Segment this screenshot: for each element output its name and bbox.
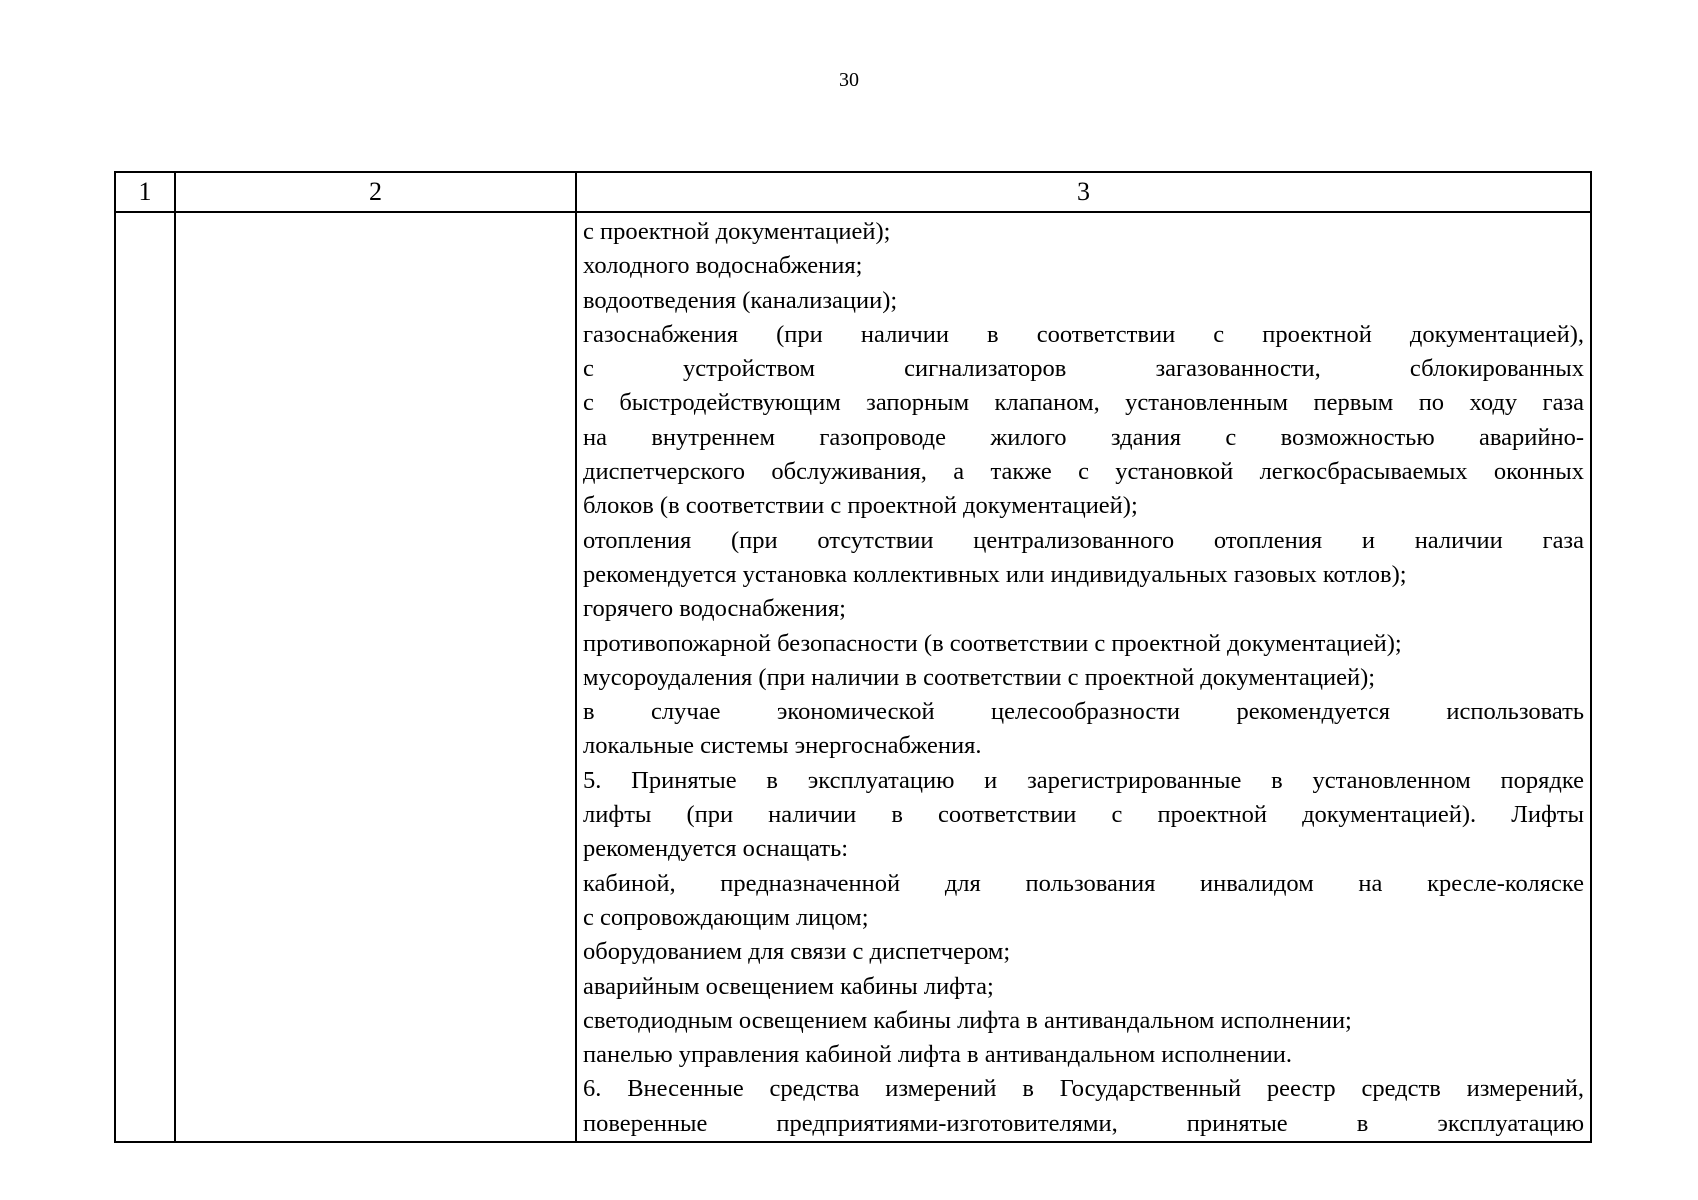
text-line: рекомендуется установка коллективных или индивидуальных газовых котлов); [583, 560, 1407, 588]
text-line: локальные системы энергоснабжения. [583, 732, 982, 760]
text-line: панелью управления кабиной лифта в антивандальном исполнении. [583, 1041, 1292, 1069]
text-line: с устройством сигнализаторов загазованности, сблокированных [583, 355, 1584, 383]
col-3-text-block [577, 213, 1590, 1141]
text-line: отопления (при отсутствии централизованного отопления и наличии газа [583, 526, 1584, 554]
text-line: светодиодным освещением кабины лифта в антивандальном исполнении; [583, 1006, 1352, 1034]
page-number: 30 [839, 69, 859, 91]
column-header-3: 3 [576, 172, 1591, 212]
text-line: водоотведения (канализации); [583, 286, 898, 314]
text-line: кабиной, предназначенной для пользования инвалидом на кресле-коляске [583, 869, 1584, 897]
cell-col-2 [175, 212, 576, 1142]
text-line: противопожарной безопасности (в соответствии с проектной документацией); [583, 629, 1402, 657]
column-header-2: 2 [175, 172, 576, 212]
text-line: холодного водоснабжения; [583, 252, 863, 280]
text-line: 6. Внесенные средства измерений в Государственный реестр средств измерений, [583, 1075, 1584, 1103]
column-header-1: 1 [115, 172, 175, 212]
text-line: блоков (в соответствии с проектной документацией); [583, 492, 1138, 520]
text-line: рекомендуется оснащать: [583, 835, 849, 863]
text-line: 5. Принятые в эксплуатацию и зарегистрированные в установленном порядке [583, 766, 1584, 794]
text-line: горячего водоснабжения; [583, 595, 846, 623]
text-line: газоснабжения (при наличии в соответствии с проектной документацией), [583, 320, 1584, 348]
text-line: с проектной документацией); [583, 218, 891, 245]
requirements-table [114, 171, 1592, 1143]
text-line: диспетчерского обслуживания, а также с установкой легкосбрасываемых оконных [583, 458, 1584, 486]
text-line: в случае экономической целесообразности рекомендуется использовать [583, 698, 1584, 726]
text-line: аварийным освещением кабины лифта; [583, 972, 994, 1000]
text-line: лифты (при наличии в соответствии с проектной документацией). Лифты [583, 801, 1584, 829]
text-line: с быстродействующим запорным клапаном, установленным первым по ходу газа [583, 389, 1584, 417]
text-line: мусороудаления (при наличии в соответствии с проектной документацией); [583, 663, 1376, 691]
cell-col-3 [576, 212, 1591, 1142]
text-line: поверенные предприятиями-изготовителями, принятые в эксплуатацию [583, 1109, 1584, 1137]
text-line: оборудованием для связи с диспетчером; [583, 938, 1011, 966]
text-line: с сопровождающим лицом; [583, 903, 869, 931]
cell-col-1 [115, 212, 175, 1142]
table-header-row [115, 172, 1591, 212]
text-line: на внутреннем газопроводе жилого здания с возможностью аварийно- [583, 423, 1584, 451]
table-row [115, 212, 1591, 1142]
